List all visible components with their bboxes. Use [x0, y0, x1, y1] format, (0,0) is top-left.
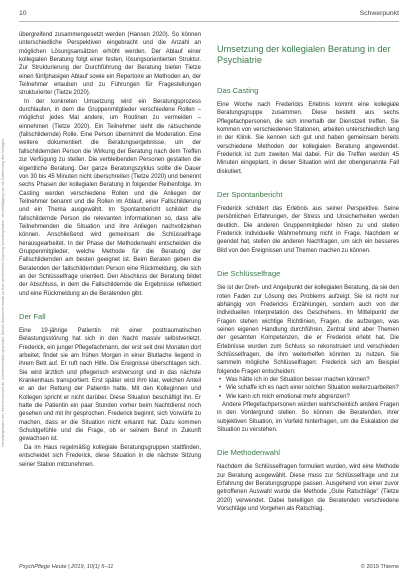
list-item: • Wie schaffe ich es nach einer solchen Situation weiterzuarbeiten?	[217, 384, 399, 392]
page-footer	[19, 564, 399, 574]
header-divider	[19, 21, 399, 22]
page-header	[19, 10, 399, 20]
body-paragraph: In der konkreten Umsetzung wird ein Beratungsprozess durchlaufen, in dem die Gruppenmitglieder verschiedene Rollen – möglichst jedes Mal andere, um Routinen zu vermeiden – einnehmen (Tietze 2020). Ein Teilnehmer sieht die ratsuchende (fallschildernde) Rolle. Eine Person übernimmt die Moderation. Eine weitere dokumentiert die Beratungsergebnisse, um der fallschildernden Person die Wirkung der Beratung nach dem Treffen zur Verfügung zu stellen. Die verbleibenden Personen gestalten die eigentliche Beratung. Der ganze Beratungszyklus sollte die Dauer von 30 bis 45 Minuten nicht überschreiten (Tietze 2020) und benennt sechs Phasen der kollegialen Beratung in folgender Reihenfolge. Im Casting werden verschiedene Rollen und die Anliegen der Teilnehmer benannt und die Rollen im Ablauf, einer Fallschilderung und ein Thema ausgewählt. Im Spontanbericht schildert die fallschildernde Person die relevanten Informationen so, dass alle Teilnehmenden die Situation und ihre Anliegen nachvollziehen können. Anschließend wird gemeinsam die Schlüsselfrage herausgearbeitet. In der Phase der Methodenwahl entscheiden die Gruppenmitglieder, welche Methode für die Beratung der Fallschildernden am besten geeignet ist. Beim Beraten geben die Beratenden der fallschildernden Person eine Rückmeldung, die sich an der Schlüsselfrage orientiert. Den Abschluss der Beratung bildet der Abschluss, in dem die Fallschildernde die Ergebnisse reflektiert und eine Rückmeldung an die Beratenden gibt.	[19, 98, 201, 297]
download-notice-strip	[0, 0, 7, 585]
page-number: 10	[19, 10, 27, 17]
bullet-list	[217, 376, 399, 401]
body-paragraph: Da im Haus regelmäßig kollegiale Beratungsgruppen stattfinden, entscheidet sich Frederick, diese Situation in die nächste Sitzung seiner Station mitzunehmen.	[19, 444, 201, 468]
body-paragraph: Andere Pflegefachpersonen würden wahrscheinlich andere Fragen in den Vordergrund stellen. So können die Beratenden, ihrer subjektiven Situation, im Vorfeld hinterfragen, um die Eskalation der Situation zu verstehen.	[217, 401, 399, 433]
body-paragraph: Eine 19-jährige Patientin mit einer posttraumatischen Belastungsstörung hat sich in den Nacht massiv selbstverletzt. Frederick, ein junger Pflegefachmann, der erst seit drei Monaten dort arbeitet, findet sie am frühen Morgen in einer Blutlache liegend in ihrem Bett auf. Er ruft nach Hilfe. Die Ereignisse überschlagen sich. Sie wird ärztlich und pflegerisch erstversorgt und in das nächste Krankenhaus transportiert. Erst später wird ihm klar, welchen Anteil er an der Rettung der Patientin hatte. Mit den Kolleginnen und Kollegen spricht er nicht darüber. Diese Situation beschäftigt ihn. Er hatte die Patientin ein paar Stunden vorher beim Nachtdienst noch gesehen und mit ihr gesprochen. Frederick beginnt, sich Vorwürfe zu machen, dass er die Situation nicht erkannt hat. Dazu kommen Schuldgefühle und die Frage, ob er seinem Beruf in Zukunft gewachsen ist.	[19, 328, 201, 443]
section-heading-der-fall: Der Fall	[19, 312, 46, 321]
list-item: • Was hätte ich in der Situation besser machen können?	[217, 376, 399, 384]
copyright-notice: © 2019 Thieme	[360, 564, 399, 570]
body-paragraph: Eine Woche nach Fredericks Erlebnis kommt eine kollegiale Beratungsgruppe zusammen. Diese besteht aus sechs Pflegefachpersonen, die sich innerhalb der Dienstzeit treffen. Sie kommen von verschiedenen Stationen, arbeiten unterschiedlich lang in der Klinik. Sie kennen sich gut und haben gemeinsam bereits verschiedene Methoden der kollegialen Beratung angewendet. Frederick ist zum zweiten Mal dabei. Für die Treffen werden 45 Minuten eingeplant, in dieser Situation wird der obengenannte Fall diskutiert.	[217, 102, 399, 175]
left-column	[19, 31, 201, 559]
right-column	[217, 31, 399, 571]
section-heading-methodenwahl: Die Methodenwahl	[217, 448, 280, 458]
section-heading-spontanbericht: Der Spontanbericht	[217, 190, 283, 200]
body-paragraph: Frederick schildert das Erlebnis aus seiner Perspektive. Seine persönlichen Erfahrungen, der Stress und Unsicherheiten werden deutlich. Die anderen Gruppenmitglieder hören zu und stellen Frederick individuelle Wahrnehmung nicht in Frage. Nachdem er geendet hat, stellen die anderen Nachfragen, um sich ein besseres Bild von den Ereignissen und Themen machen zu können.	[217, 206, 399, 254]
article-title: Umsetzung der kollegialen Beratung in der Psychiatrie	[217, 44, 391, 65]
section-heading-schluesselfrage: Die Schlüsselfrage	[217, 269, 281, 279]
download-notice-text: Heruntergeladen von: thieme-connect.de. Urheberrechtlich geschützt. Dieses Dokument wurde zu Ihrer persönlichen Nutzung heruntergeladen. Vervielfältigung nur mit Zustimmung des Verlages.	[1, 137, 5, 448]
body-paragraph: Nachdem die Schlüsselfragen formuliert wurden, wird eine Methode zur Beratung ausgewählt. Diese muss zur Schlüsselfrage und zur Erfahrung der Beratungsgruppe passen. Ausgehend von einer zuvor getroffenen Auswahl wurde die Methode „Gute Ratschläge“ (Tietze 2020) verwendet. Dabei beteiligen die Beratenden verschiedene Vorschläge und Vorgehen als Ratschlag.	[217, 464, 399, 513]
body-paragraph: übergreifend zusammengesetzt werden (Hansen 2020). So können unterschiedliche Perspektiven eingebracht und die Anzahl an möglichen Lösungsansätzen erhöht werden. Der Ablauf einer kollegialen Beratung folgt einer festen, lösungsorientierten Struktur. Zur Strukturierung der Durchführung der Beratung bieten Tietze einen fünfphasigen Ablauf sowie ein Repertoire an Methoden an, der Teilnehmer erlauben und zu Führungen für Fragestellungen strukturierter (Tietze 2020).	[19, 32, 201, 97]
section-heading-casting: Das Casting	[217, 86, 259, 95]
section-label: Schwerpunkt	[359, 10, 399, 17]
journal-citation: PsychPflege Heute | 2019, 10(1) 5–11	[19, 564, 114, 570]
body-paragraph: Sie ist der Dreh- und Angelpunkt der kollegialen Beratung, da sie den roten Faden zur Lösung des Problems aufzeigt. Sie ist nicht nur abhängig von Fredericks Erzählungen, sondern auch von der individuellen Interpretation des Geschehens. Im Mittelpunkt der Fragen stehen wichtige Richtlinien, Fragen, die aufzeigen, was seinen eigenen Handlung durchführen. Zentral sind aber Themen der gesamten Kompetenzen, die er Frederick erlebt hat. Die Erlebnisse wurden zum Schluss so rekonstruiert und verschieden Schlüsselfragen, die ihm weiterhelfen könnten zu nutzen. Sie sammeln mögliche Schlüsselfragen: Frederick sich am Beispiel folgende Fragen entscheiden:	[217, 285, 399, 375]
list-item: • Wie kann ich mich emotional mehr abgrenzen?	[217, 393, 399, 401]
